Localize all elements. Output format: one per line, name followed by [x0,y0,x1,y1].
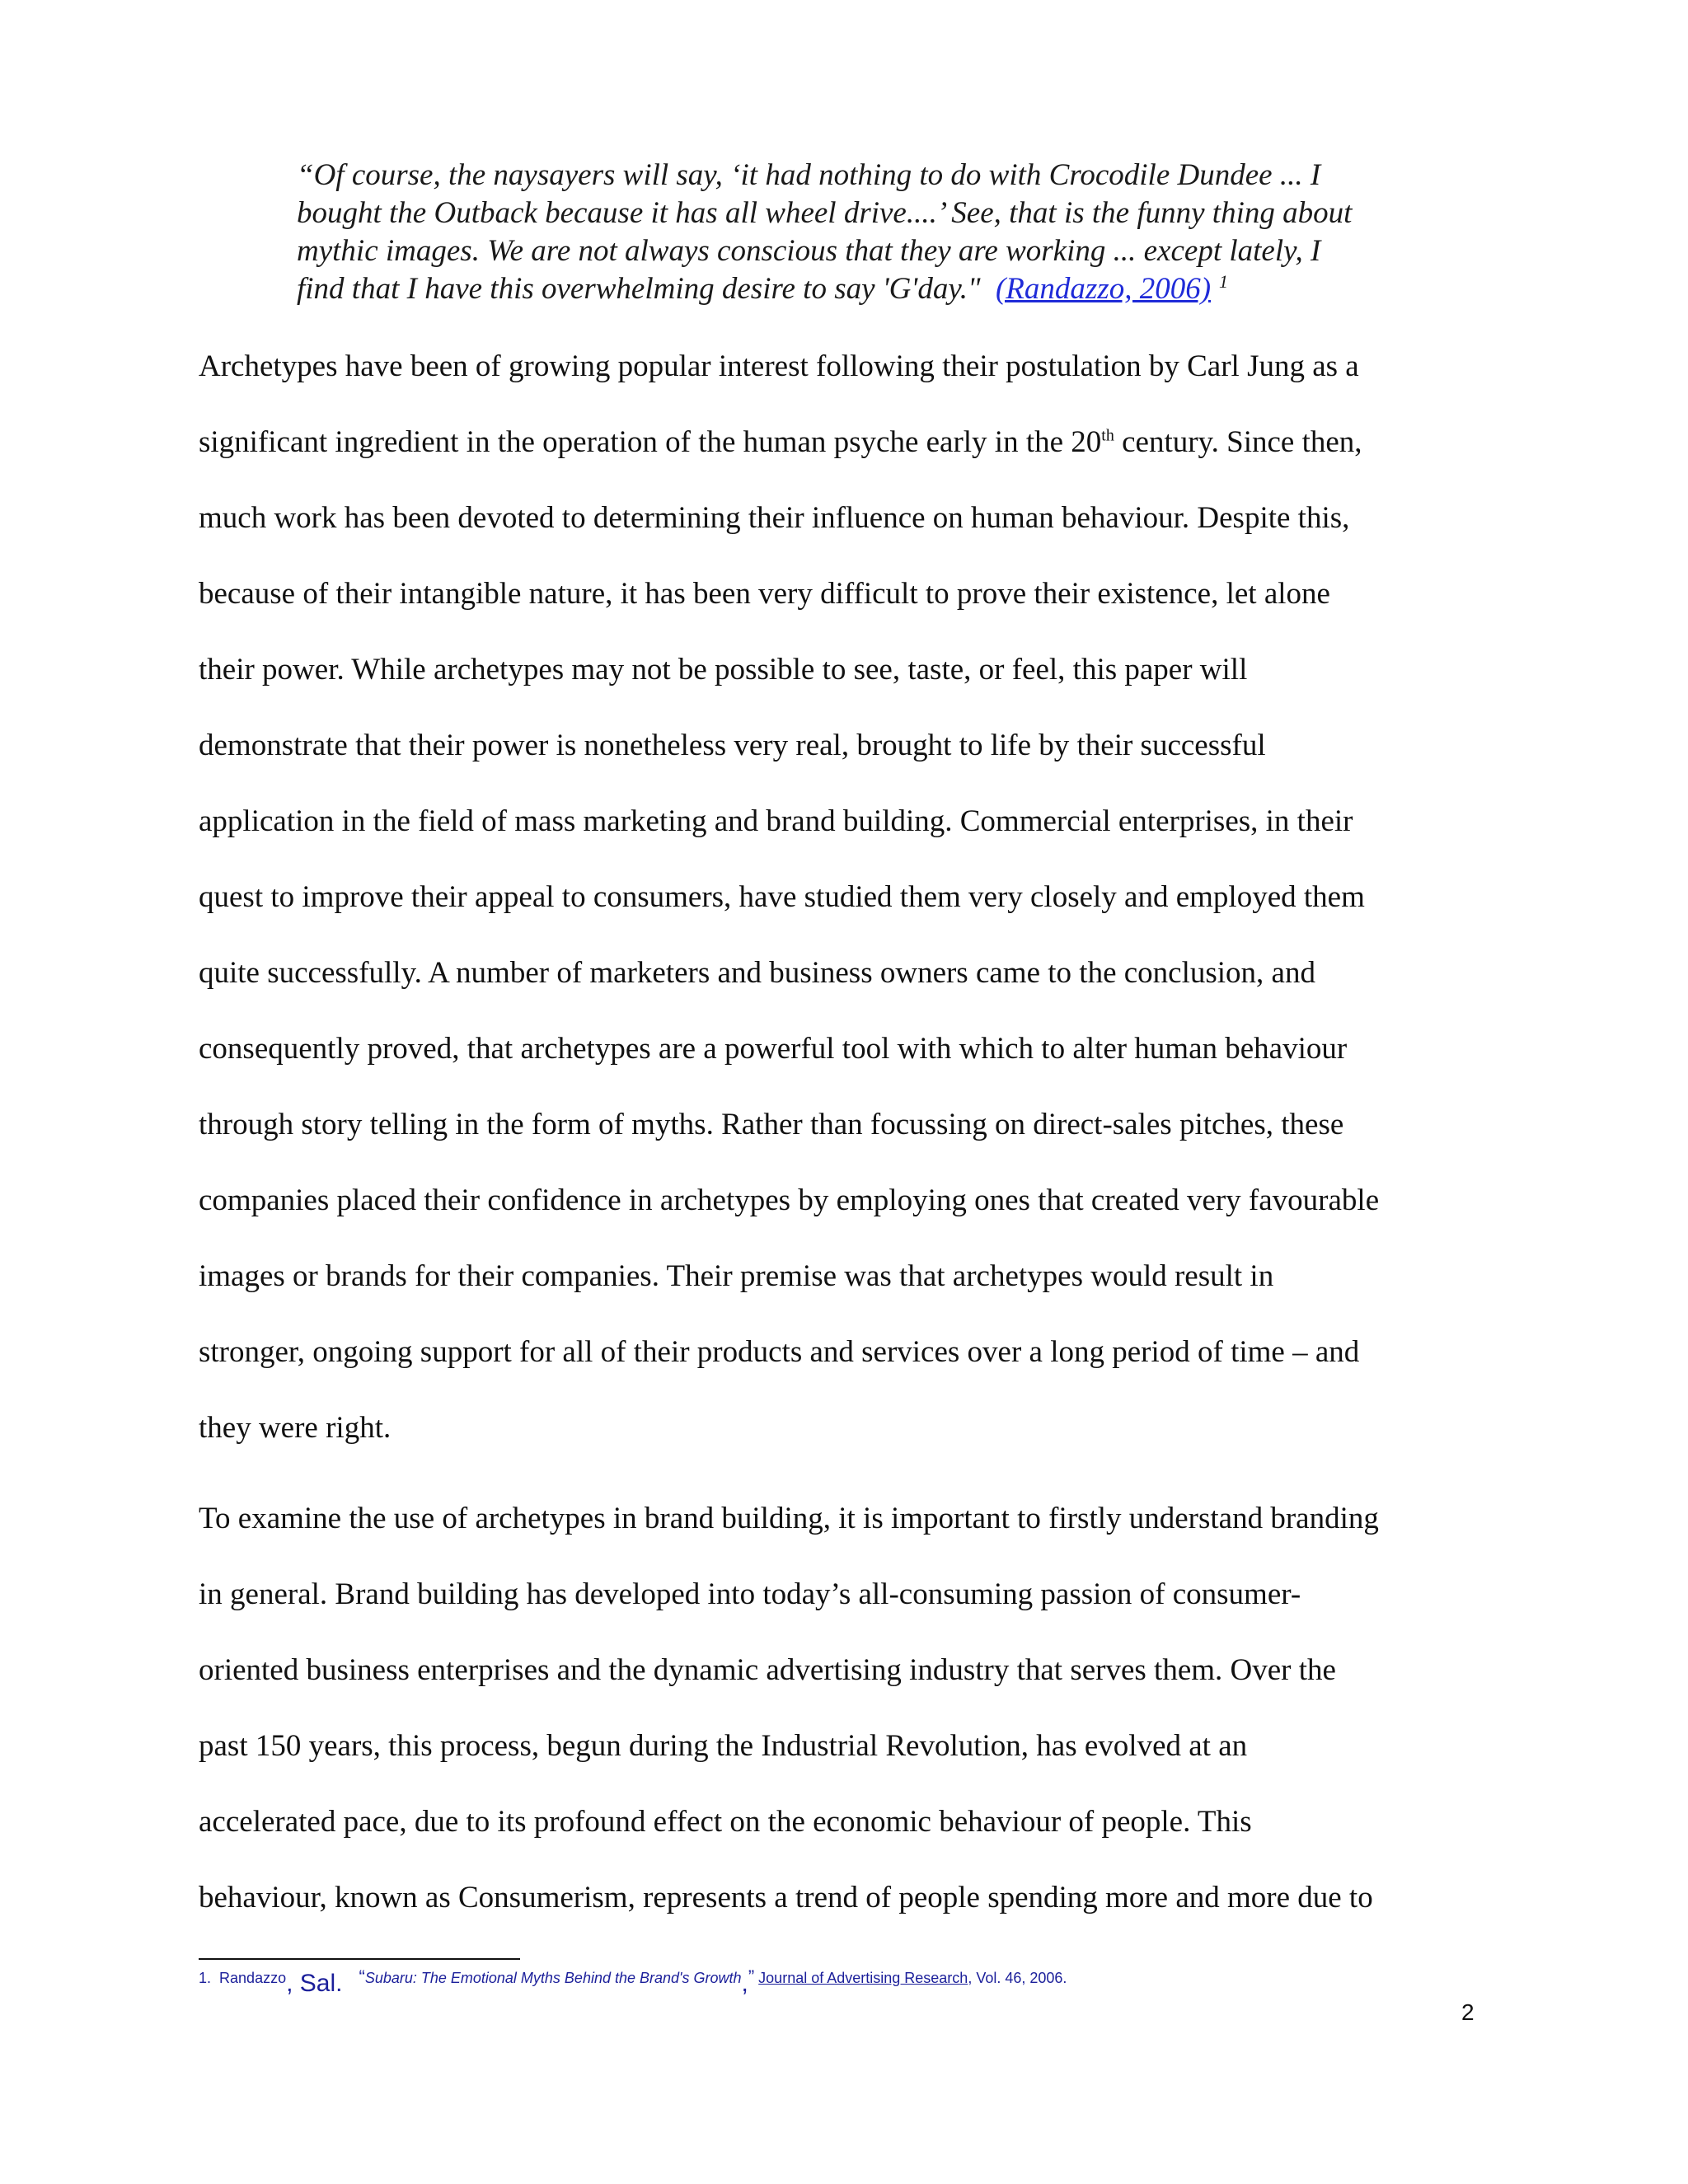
superscript: th [1101,426,1114,445]
footnote-title: Subaru: The Emotional Myths Behind the Brand's Growth [364,1970,742,1986]
paragraph-line: companies placed their confidence in archetypes by employing ones that created very favourable [199,1183,1380,1217]
paragraph-line: consequently proved, that archetypes are a powerful tool with which to alter human behaviour [199,1032,1348,1066]
line-text: century. Since then, [1114,425,1362,459]
footnote-comma: , [741,1970,748,1997]
quote-line: “Of course, the naysayers will say, ‘it had nothing to do with Crocodile Dundee ... I [297,158,1321,192]
footnote-author: Randazzo [219,1970,287,1986]
footnote-number: 1. [199,1970,212,1986]
paragraph-line [199,424,1517,499]
block-quote [297,157,1467,308]
footnote-close-quote: ” [748,1966,755,1987]
quote-line: bought the Outback because it has all wheel drive....’ See, that is the funny thing about [297,196,1353,230]
footnote-rest: , Vol. 46, 2006. [968,1970,1067,1986]
footnote [199,1961,1517,1997]
paragraph-1 [199,348,1517,1485]
paragraph-line: To examine the use of archetypes in brand building, it is important to firstly understand branding [199,1502,1379,1535]
paragraph-line: application in the field of mass marketing and brand building. Commercial enterprises, in their [199,804,1353,838]
paragraph-line: past 150 years, this process, begun during the Industrial Revolution, has evolved at an [199,1729,1248,1763]
quote-line: mythic images. We are not always conscious that they are working ... except lately, I [297,234,1321,268]
paragraph-line: their power. While archetypes may not be possible to see, taste, or feel, this paper will [199,653,1248,687]
footnote-author-rest: , Sal. [286,1970,343,1997]
line-text: significant ingredient in the operation of the human psyche early in the 20 [199,425,1102,459]
paragraph-line: stronger, ongoing support for all of their products and services over a long period of time – and [199,1335,1360,1369]
paragraph-line: because of their intangible nature, it has been very difficult to prove their existence, let alone [199,577,1330,611]
paragraph-2 [199,1500,1517,1955]
footnote-divider [199,1958,520,1960]
paragraph-line: Archetypes have been of growing popular interest following their postulation by Carl Jung as a [199,349,1359,383]
paragraph-line: quite successfully. A number of marketers and business owners came to the conclusion, and [199,956,1315,990]
footnote-journal-link[interactable]: Journal of Advertising Research [758,1970,968,1986]
paragraph-line: images or brands for their companies. Their premise was that archetypes would result in [199,1259,1274,1293]
paragraph-line: they were right. [199,1411,392,1445]
paragraph-line: demonstrate that their power is nonetheless very real, brought to life by their successful [199,729,1266,762]
paragraph-line: accelerated pace, due to its profound effect on the economic behaviour of people. This [199,1805,1252,1839]
page-number: 2 [1461,1999,1475,2025]
paragraph-line: quest to improve their appeal to consumers, have studied them very closely and employed them [199,880,1365,914]
paragraph-line: in general. Brand building has developed into today’s all-consuming passion of consumer- [199,1577,1301,1611]
footnote-open-quote: “ [359,1966,365,1987]
citation-link[interactable]: (Randazzo, 2006) [995,272,1212,306]
paragraph-line: oriented business enterprises and the dynamic advertising industry that serves them. Over the [199,1653,1336,1687]
paragraph-line: behaviour, known as Consumerism, represents a trend of people spending more and more due to [199,1881,1373,1915]
quote-line-text: find that I have this overwhelming desire to say 'G'day." [297,272,981,306]
paragraph-line: through story telling in the form of myths. Rather than focussing on direct-sales pitches, these [199,1108,1344,1141]
footnote-reference[interactable]: 1 [1219,270,1229,292]
quote-line-last [297,270,1467,308]
paragraph-line: much work has been devoted to determining their influence on human behaviour. Despite this, [199,501,1350,535]
